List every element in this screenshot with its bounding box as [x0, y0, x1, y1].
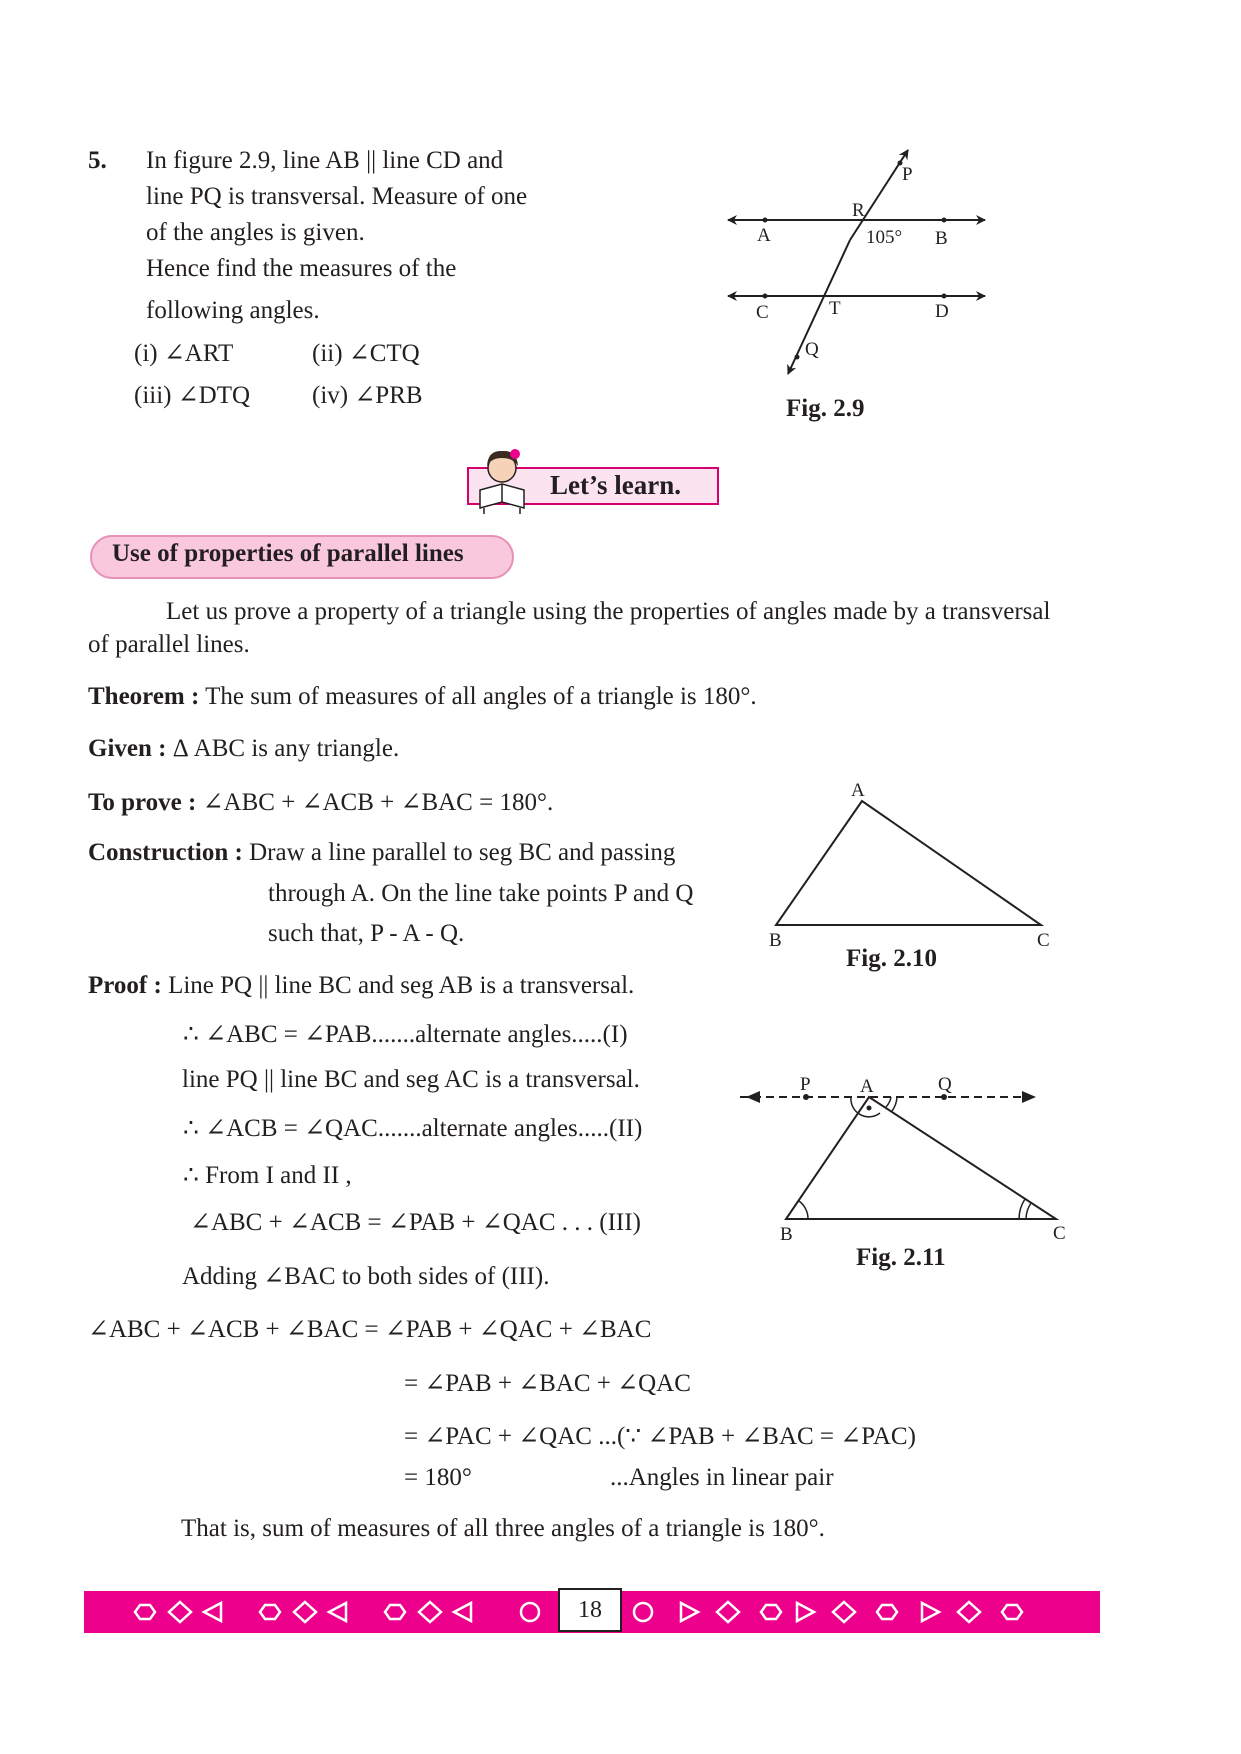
proof-step-3: ∴ ∠ACB = ∠QAC.......alternate angles.....(II) — [183, 1115, 643, 1142]
proof-first: Line PQ || line BC and seg AB is a transversal. — [168, 972, 635, 999]
hexagon-icon — [135, 1605, 155, 1619]
construction-line-3: such that, P - A - Q. — [268, 920, 465, 947]
construction-text-1: Draw a line parallel to seg BC and passing — [249, 839, 676, 866]
label-t: T — [829, 298, 841, 319]
triangle-left-icon — [204, 1603, 221, 1621]
to-prove-label: To prove : — [88, 789, 197, 816]
label-b: B — [780, 1224, 793, 1245]
construction-label: Construction : — [88, 839, 243, 866]
intro-line-1: Let us prove a property of a triangle using the properties of angles made by a transversal — [166, 598, 1051, 625]
angle-acb-arc-2 — [1019, 1199, 1025, 1219]
triangle-left-icon — [454, 1603, 471, 1621]
label-c: C — [1037, 930, 1050, 951]
proof-step-4: ∴ From I and II , — [183, 1162, 352, 1189]
diamond-icon — [717, 1602, 739, 1622]
section-title: Use of properties of parallel lines — [112, 540, 464, 567]
exercise-line-2: line PQ is transversal. Measure of one — [146, 183, 528, 210]
fig-2-9-caption: Fig. 2.9 — [786, 395, 865, 422]
hexagon-icon — [385, 1605, 405, 1619]
label-c: C — [756, 302, 769, 323]
label-q: Q — [938, 1074, 952, 1095]
exercise-number: 5. — [88, 147, 107, 174]
label-p: P — [800, 1074, 811, 1095]
exercise-part-3: (iii) ∠DTQ — [134, 382, 251, 409]
exercise-part-1: (i) ∠ART — [134, 340, 234, 367]
exercise-line-4: Hence find the measures of the — [146, 255, 457, 282]
theorem-label: Theorem : — [88, 683, 200, 710]
arrow-right — [1022, 1091, 1036, 1103]
proof-step-1: ∴ ∠ABC = ∠PAB.......alternate angles.....(I) — [183, 1021, 628, 1048]
exercise-part-4: (iv) ∠PRB — [312, 382, 423, 409]
hexagon-icon — [1002, 1605, 1022, 1619]
angle-qac-arc-1 — [886, 1097, 891, 1107]
exercise-line-1: In figure 2.9, line AB || line CD and — [146, 147, 504, 174]
diamond-icon — [958, 1602, 980, 1622]
fig-2-10-caption: Fig. 2.10 — [846, 945, 937, 972]
lets-learn-heading: Let’s learn. — [550, 470, 681, 500]
diamond-icon — [294, 1602, 316, 1622]
proof-step-5: ∠ABC + ∠ACB = ∠PAB + ∠QAC . . . (III) — [190, 1209, 641, 1236]
label-r: R — [852, 200, 865, 221]
hexagon-icon — [877, 1605, 897, 1619]
label-c: C — [1053, 1223, 1066, 1244]
theorem-text: The sum of measures of all angles of a triangle is 180°. — [205, 683, 757, 710]
conclusion: That is, sum of measures of all three angles of a triangle is 180°. — [181, 1515, 825, 1542]
label-b: B — [769, 930, 782, 951]
angle-acb-arc-1 — [1026, 1203, 1031, 1219]
angle-bac-dot — [867, 1106, 872, 1111]
label-a: A — [860, 1076, 874, 1097]
label-b: B — [935, 228, 948, 249]
equation-2: = ∠PAB + ∠BAC + ∠QAC — [404, 1370, 691, 1397]
triangle-right-icon — [922, 1603, 939, 1621]
triangle-left-icon — [329, 1603, 346, 1621]
proof-label: Proof : — [88, 972, 162, 999]
label-q: Q — [805, 339, 819, 360]
intro-line-2: of parallel lines. — [88, 631, 250, 658]
exercise-line-3: of the angles is given. — [146, 219, 365, 246]
exercise-part-2: (ii) ∠CTQ — [312, 340, 420, 367]
label-d: D — [935, 301, 949, 322]
construction-line-2: through A. On the line take points P and Q — [268, 880, 694, 907]
arrow-left — [746, 1091, 760, 1103]
to-prove-text: ∠ABC + ∠ACB + ∠BAC = 180°. — [202, 789, 554, 816]
label-a: A — [851, 780, 865, 801]
equation-4: = 180° — [404, 1464, 472, 1491]
exercise-line-5: following angles. — [146, 297, 320, 324]
label-a: A — [757, 225, 771, 246]
hexagon-icon — [260, 1605, 280, 1619]
triangle-abc — [786, 1097, 1056, 1219]
fig-2-11-caption: Fig. 2.11 — [856, 1244, 946, 1271]
equation-4-reason: ...Angles in linear pair — [610, 1464, 834, 1491]
diamond-icon — [169, 1602, 191, 1622]
hexagon-icon — [761, 1605, 781, 1619]
equation-1: ∠ABC + ∠ACB + ∠BAC = ∠PAB + ∠QAC + ∠BAC — [88, 1316, 652, 1343]
diamond-icon — [833, 1602, 855, 1622]
page-number: 18 — [558, 1588, 622, 1632]
angle-abc-arc — [799, 1201, 808, 1219]
given-text: Δ ABC is any triangle. — [172, 735, 400, 762]
triangle-right-icon — [681, 1603, 698, 1621]
given-label: Given : — [88, 735, 167, 762]
angle-qac-arc-2 — [892, 1097, 897, 1111]
circle-icon — [521, 1603, 539, 1621]
label-p: P — [902, 164, 913, 185]
triangle-right-icon — [797, 1603, 814, 1621]
circle-icon — [634, 1603, 652, 1621]
diamond-icon — [419, 1602, 441, 1622]
proof-step-2: line PQ || line BC and seg AC is a transversal. — [182, 1066, 640, 1093]
angle-bac-arc — [851, 1097, 880, 1117]
label-105: 105° — [866, 227, 903, 248]
equation-3: = ∠PAC + ∠QAC ...(∵ ∠PAB + ∠BAC = ∠PAC) — [404, 1423, 916, 1450]
proof-step-6: Adding ∠BAC to both sides of (III). — [182, 1263, 550, 1290]
